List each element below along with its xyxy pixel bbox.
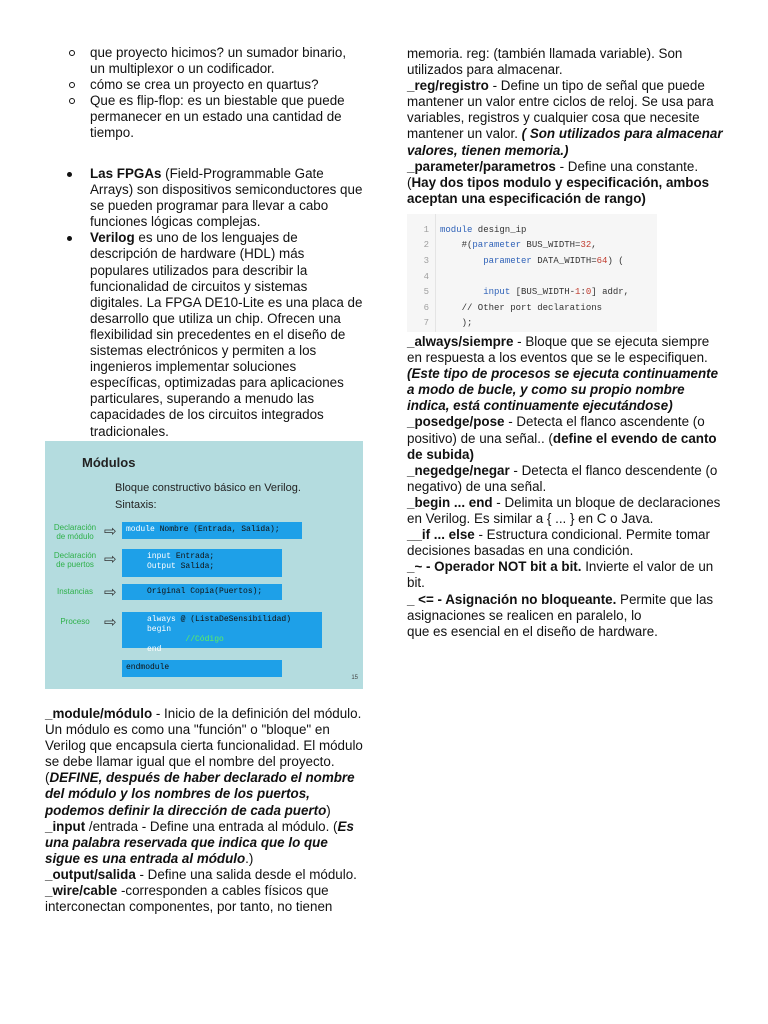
definition-nonblocking-cont: que es esencial en el diseño de hardware. bbox=[407, 623, 658, 639]
slide-label: Declaración de módulo bbox=[53, 523, 97, 541]
slide-text: Sintaxis: bbox=[115, 499, 157, 511]
slide-text: Bloque constructivo básico en Verilog. bbox=[115, 482, 301, 494]
definition-posedge: _posedge/pose - Detecta el flanco ascendente (o positivo) de una señal.. (define el evendo de canto de subida) bbox=[407, 414, 717, 462]
definition-negedge: _negedge/negar - Detecta el flanco descendente (o negativo) de una señal. bbox=[407, 462, 718, 494]
line-number: 3 bbox=[423, 256, 429, 266]
code-line: module design_ip bbox=[440, 225, 527, 235]
line-number: 7 bbox=[423, 318, 429, 328]
line-number: 4 bbox=[423, 272, 429, 282]
term: Las FPGAs bbox=[90, 166, 162, 181]
code-line: input [BUS_WIDTH-1:0] addr, bbox=[483, 287, 630, 297]
code-line: // Other port declarations bbox=[440, 303, 603, 313]
arrow-icon: ⇨ bbox=[104, 551, 117, 568]
code-box: Original Copia(Puertos); bbox=[122, 584, 282, 600]
question-list bbox=[45, 45, 363, 142]
arrow-icon: ⇨ bbox=[104, 614, 117, 631]
modulos-slide-image bbox=[45, 441, 363, 689]
definition-text: (Field-Programmable Gate Arrays) son dispositivos semiconductores que se pueden programar para llevar a cabo funciones lógicas complejas. bbox=[90, 166, 363, 230]
list-item: Que es flip-flop: es un biestable que puede permanecer en un estado una cantidad de tiempo. bbox=[45, 93, 363, 141]
definition-wire: _wire/cable -corresponden a cables físicos que interconectan componentes, por tanto, no tienen bbox=[45, 883, 333, 915]
definition-text: es uno de los lenguajes de descripción de hardware (HDL) más populares utilizados para describir la funcionalidad de circuitos y sistemas digitales. La FPGA DE10-Lite es una placa de desarrollo que utiliza un chip. Ofrecen una flexibilidad sin precedentes en el diseño de sistemas electrónicos y permiten a los ingenieros implementar soluciones específicas, optimizadas para aplicaciones particulares, superando a menudo las capacidades de los circuitos integrados tradicionales. bbox=[90, 230, 363, 439]
code-box: endmodule bbox=[122, 660, 282, 677]
line-number: 6 bbox=[423, 303, 429, 313]
definition-begin-end: _begin ... end - Delimita un bloque de declaraciones en Verilog. Es similar a { ... } en C o Java. bbox=[407, 494, 721, 527]
line-number-gutter bbox=[435, 214, 436, 332]
definition-module: _module/módulo - Inicio de la definición del módulo. Un módulo es como una "función" o "bloque" en Verilog que encapsula cierta funcionalidad. El módulo se debe llamar igual que el nombre del proyecto. (DEFINE, después de haber declarado el nombre del módulo y los nombres de los puertos, podemos definir la dirección de cada puerto) bbox=[45, 706, 363, 818]
list-item bbox=[45, 230, 363, 439]
list-item bbox=[45, 166, 363, 230]
memory-text: memoria. reg: (también llamada variable). Son utilizados para almacenar. bbox=[407, 46, 683, 78]
definition-not: _~ - Operador NOT bit a bit. Invierte el valor de un bit. bbox=[407, 559, 714, 591]
definition-input: _input /entrada - Define una entrada al módulo. (Es una palabra reservada que indica que lo que sigue es una entrada al módulo.) bbox=[45, 818, 354, 866]
definition-if-else: __if ... else - Estructura condicional. Permite tomar decisiones basadas en una condición. bbox=[407, 527, 710, 559]
code-box: module Nombre (Entrada, Salida); bbox=[122, 522, 302, 539]
right-definitions-bottom bbox=[407, 334, 725, 640]
definition-parameter: _parameter/parametros - Define una constante. (Hay dos tipos modulo y especificación, ambos aceptan una especificación de rango) bbox=[407, 158, 710, 206]
slide-label: Proceso bbox=[60, 617, 90, 626]
slide-title: Módulos bbox=[82, 455, 136, 470]
code-line: parameter DATA_WIDTH=64) ( bbox=[483, 256, 624, 266]
definition-reg: _reg/registro - Define un tipo de señal que puede mantener un valor entre ciclos de reloj. Se usa para variables, registros y cualquier cosa que necesite mantener un valor. ( Son utilizados para almacenar valores, tienen memoria.) bbox=[407, 78, 723, 158]
line-number: 1 bbox=[423, 225, 429, 235]
code-line: ); bbox=[440, 318, 473, 328]
right-definitions-top bbox=[407, 46, 725, 207]
code-box: always @ (ListaDeSensibilidad) begin //Código end bbox=[122, 612, 322, 648]
definition-nonblocking: _ <= - Asignación no bloqueante. Permite que las asignaciones se realicen en paralelo, lo bbox=[407, 591, 714, 623]
left-definitions bbox=[45, 706, 363, 915]
code-line: #(parameter BUS_WIDTH=32, bbox=[440, 240, 597, 250]
line-number: 2 bbox=[423, 240, 429, 250]
line-number: 5 bbox=[423, 287, 429, 297]
code-snippet bbox=[407, 214, 657, 332]
list-item: cómo se crea un proyecto en quartus? bbox=[45, 77, 363, 93]
list-item: que proyecto hicimos? un sumador binario, un multiplexor o un codificador. bbox=[45, 45, 363, 77]
arrow-icon: ⇨ bbox=[104, 523, 117, 540]
slide-label: Declaración de puertos bbox=[53, 551, 97, 569]
slide-label: Instancias bbox=[56, 587, 94, 596]
definition-output: _output/salida - Define una salida desde el módulo. bbox=[45, 866, 357, 882]
arrow-icon: ⇨ bbox=[104, 584, 117, 601]
slide-page-number: 15 bbox=[351, 674, 358, 681]
code-box: input Entrada; Output Salida; bbox=[122, 549, 282, 577]
term: Verilog bbox=[90, 230, 135, 246]
definition-always: _always/siempre - Bloque que se ejecuta siempre en respuesta a los eventos que se le especifiquen. (Este tipo de procesos se ejecuta continuamente a modo de bucle, y como su propio nombre indica, está continuamente ejecutándose) bbox=[407, 334, 719, 414]
definition-bullets bbox=[45, 166, 363, 440]
